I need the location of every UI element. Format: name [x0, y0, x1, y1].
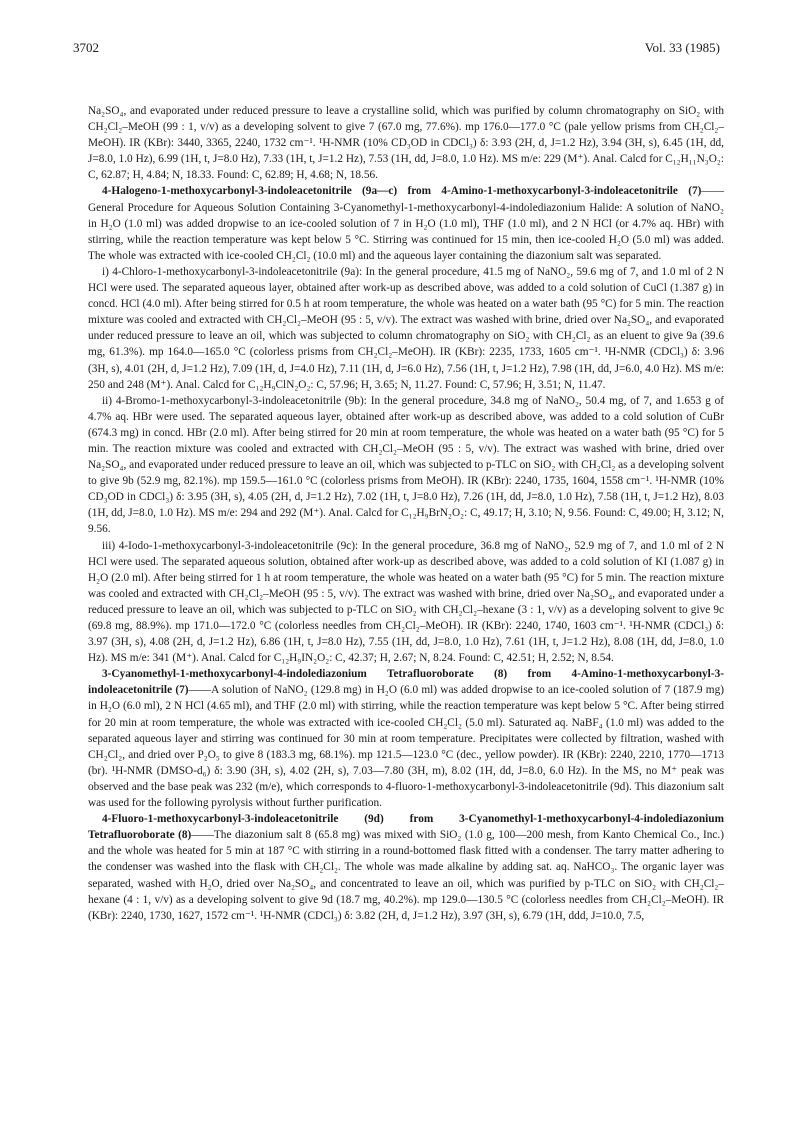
paragraph-text: ——General Procedure for Aqueous Solution Containing 3-Cyanomethyl-1-methoxycarbonyl-4-indolediazonium Halide: A solution of NaNO₂ in H₂O (1.0 ml) was added dropwise to an ice-cooled solution of 7 in H₂O (1.0 ml), THF (1.0 ml), and 2 N HCl (or 4.7% aq. HBr) with stirring, while the reaction temperature was kept below 5 °C. Stirring was continued for 15 min, then ice-cooled H₂O (5.0 ml) was added. The whole was extracted with ice-cooled CH₂Cl₂ (10.0 ml) and the aqueous layer containing the diazonium salt was separated.: [88, 185, 724, 262]
paragraph-heading: 3-Cyanomethyl-1-methoxycarbonyl-4-indolediazonium Tetrafluoroborate (8) from 4-Amino-1-methoxycarbonyl-3-indoleacetonitrile (7): [88, 668, 724, 697]
paragraph-9a: [88, 264, 724, 393]
paragraph-text: iii) 4-Iodo-1-methoxycarbonyl-3-indoleacetonitrile (9c): In the general procedure, 36.8 mg of NaNO₂, 52.9 mg of 7, and 1.0 ml of 2 N HCl were used. The separated aqueous solution, obtained after work-up as described above, was added to a cold solution of KI (1.087 g) in H₂O (2.0 ml). After being stirred for 1 h at room temperature, the whole was heated on a water bath (95 °C) for 5 min. The reaction mixture was cooled and extracted with CH₂Cl₂–MeOH (95 : 5, v/v). The extract was washed with brine, dried over Na₂SO₄, and evaporated under a reduced pressure to leave an oil, which was subjected to p-TLC on SiO₂ with CH₂Cl₂–hexane (3 : 1, v/v) as a developing solvent to give 9c (69.8 mg, 88.9%). mp 171.0—172.0 °C (colorless needles from CH₂Cl₂–MeOH). IR (KBr): 2240, 1740, 1603 cm⁻¹. ¹H-NMR (CDCl₃) δ: 3.97 (3H, s), 4.08 (2H, d, J=1.2 Hz), 6.86 (1H, t, J=8.0 Hz), 7.55 (1H, dd, J=8.0, 1.0 Hz), 7.61 (1H, t, J=1.2 Hz), 8.08 (1H, dd, J=8.0, 1.0 Hz). MS m/e: 341 (M⁺). Anal. Calcd for C₁₂H₉IN₂O₂: C, 42.37; H, 2.67; N, 8.24. Found: C, 42.51; H, 2.52; N, 8.54.: [88, 539, 724, 665]
paragraph-text: Na₂SO₄, and evaporated under reduced pressure to leave a crystalline solid, which was purified by column chromatography on SiO₂ with CH₂Cl₂–MeOH (99 : 1, v/v) as a developing solvent to give 7 (67.0 mg, 77.6%). mp 176.0—177.0 °C (pale yellow prisms from CH₂Cl₂–MeOH). IR (KBr): 3440, 3365, 2240, 1732 cm⁻¹. ¹H-NMR (10% CD₃OD in CDCl₃) δ: 3.93 (2H, d, J=1.2 Hz), 3.94 (3H, s), 6.45 (1H, dd, J=8.0, 1.0 Hz), 6.99 (1H, t, J=8.0 Hz), 7.33 (1H, t, J=1.2 Hz), 7.53 (1H, dd, J=8.0, 1.0 Hz). MS m/e: 229 (M⁺). Anal. Calcd for C₁₂H₁₁N₃O₂: C, 62.87; H, 4.84; N, 18.33. Found: C, 62.89; H, 4.68; N, 18.56.: [88, 105, 724, 182]
paragraph-text: ——A solution of NaNO₂ (129.8 mg) in H₂O (6.0 ml) was added dropwise to an ice-cooled solution of 7 (187.9 mg) in H₂O (6.0 ml), 2 N HCl (4.65 ml), and THF (2.0 ml) with stirring, while the reaction temperature was kept below 5 °C. After being stirred for 20 min at room temperature, the whole was extracted with ice-cooled CH₂Cl₂ (5.0 ml). Saturated aq. NaBF₄ (1.0 ml) was added to the separated aqueous layer and stirring was continued for 30 min at room temperature. Precipitates were collected by filtration, washed with CH₂Cl₂, and dried over P₂O₅ to give 8 (183.3 mg, 68.1%). mp 121.5—123.0 °C (dec., yellow powder). IR (KBr): 2240, 2210, 1770—1713 (br). ¹H-NMR (DMSO-d₆) δ: 3.90 (3H, s), 4.02 (2H, s), 7.03—7.80 (3H, m), 8.02 (1H, dd, J=8.0, 6.0 Hz). In the MS, no M⁺ peak was observed and the base peak was 232 (m/e), which corresponds to 4-fluoro-1-methoxycarbonyl-3-indoleacetonitrile (9d). This diazonium salt was used for the following pyrolysis without further purification.: [88, 684, 724, 810]
volume-label: Vol. 33 (1985): [644, 40, 720, 55]
running-header: [73, 40, 720, 60]
paragraph-text: ii) 4-Bromo-1-methoxycarbonyl-3-indoleacetonitrile (9b): In the general procedure, 34.8 mg of NaNO₂, 50.4 mg, of 7, and 1.653 g of 4.7% aq. HBr were used. The separated aqueous layer, obtained after work-up as described above, was added to a cold solution of CuBr (674.3 mg) in concd. HBr (2.0 ml). After being stirred for 20 min at room temperature, the whole was heated on a water bath (95 °C) for 5 min. The reaction mixture was cooled and extracted with CH₂Cl₂–MeOH (95 : 5, v/v). The extract was washed with brine, dried over Na₂SO₄, and evaporated under reduced pressure to leave an oil, which was subjected to p-TLC on SiO₂ with CH₂Cl₂ as a developing solvent to give 9b (52.9 mg, 82.1%). mp 159.5—161.0 °C (colorless prisms from MeOH). IR (KBr): 2240, 1735, 1604, 1558 cm⁻¹. ¹H-NMR (10% CD₃OD in CDCl₃) δ: 3.95 (3H, s), 4.05 (2H, d, J=1.2 Hz), 7.02 (1H, t, J=8.0 Hz), 7.26 (1H, dd, J=8.0, 1.0 Hz), 7.58 (1H, t, J=1.2 Hz), 8.03 (1H, dd, J=8.0, 1.0 Hz). MS m/e: 294 and 292 (M⁺). Anal. Calcd for C₁₂H₉BrN₂O₂: C, 49.17; H, 3.10; N, 9.56. Found: C, 49.00; H, 3.12; N, 9.56.: [88, 394, 724, 536]
paragraph-heading: 4-Halogeno-1-methoxycarbonyl-3-indoleacetonitrile (9a—c) from 4-Amino-1-methoxycarbonyl-3-indoleacetonitrile (7): [102, 185, 702, 198]
paragraph-diazonium-8: [88, 666, 724, 811]
article-body: [88, 103, 724, 924]
paragraph-9c: [88, 538, 724, 667]
paragraph-9d: [88, 811, 724, 924]
paragraph-text: i) 4-Chloro-1-methoxycarbonyl-3-indoleacetonitrile (9a): In the general procedure, 41.5 mg of NaNO₂, 59.6 mg of 7, and 1.0 ml of 2 N HCl were used. The separated aqueous layer, obtained after work-up as described above, was added to a cold solution of CuCl (1.387 g) in concd. HCl (4.0 ml). After being stirred for 0.5 h at room temperature, the whole was heated on a water bath (95 °C) for 5 min. The reaction mixture was cooled and extracted with CH₂Cl₂–MeOH (95 : 5, v/v). The extract was washed with brine, dried over Na₂SO₄, and evaporated under reduced pressure to leave an oil, which was subjected to column chromatography on SiO₂ with CH₂Cl₂ as an eluent to give 9a (39.6 mg, 61.3%). mp 164.0—165.0 °C (colorless prisms from CH₂Cl₂–MeOH). IR (KBr): 2235, 1733, 1605 cm⁻¹. ¹H-NMR (CDCl₃) δ: 3.96 (3H, s), 4.01 (2H, d, J=1.2 Hz), 7.09 (1H, d, J=4.0 Hz), 7.11 (1H, d, J=6.0 Hz), 7.56 (1H, t, J=1.2 Hz), 7.98 (1H, dd, J=6.0, 4.0 Hz). MS m/e: 250 and 248 (M⁺). Anal. Calcd for C₁₂H₉ClN₂O₂: C, 57.96; H, 3.65; N, 11.27. Found: C, 57.96; H, 3.51; N, 11.47.: [88, 265, 724, 391]
paragraph-general-procedure: [88, 183, 724, 263]
paragraph-continuation: [88, 103, 724, 183]
paragraph-heading: 4-Fluoro-1-methoxycarbonyl-3-indoleacetonitrile (9d) from 3-Cyanomethyl-1-methoxycarbonyl-4-indolediazonium Tetrafluoroborate (8): [88, 813, 724, 842]
paragraph-text: ——The diazonium salt 8 (65.8 mg) was mixed with SiO₂ (1.0 g, 100—200 mesh, from Kanto Chemical Co., Inc.) and the whole was heated for 5 min at 187 °C with stirring in a round-bottomed flask fitted with a condenser. The tarry matter adhering to the condenser was washed into the flask with CH₂Cl₂. The whole was made alkaline by adding sat. aq. NaHCO₃. The organic layer was separated, washed with H₂O, dried over Na₂SO₄, and concentrated to leave an oil, which was purified by p-TLC on SiO₂ with CH₂Cl₂–hexane (4 : 1, v/v) as a developing solvent to give 9d (18.7 mg, 40.2%). mp 129.0—130.5 °C (colorless needles from CH₂Cl₂–MeOH). IR (KBr): 2240, 1730, 1627, 1572 cm⁻¹. ¹H-NMR (CDCl₃) δ: 3.82 (2H, d, J=1.2 Hz), 3.97 (3H, s), 6.79 (1H, ddd, J=10.0, 7.5,: [88, 829, 724, 922]
paragraph-9b: [88, 393, 724, 538]
page-number: 3702: [73, 40, 99, 55]
